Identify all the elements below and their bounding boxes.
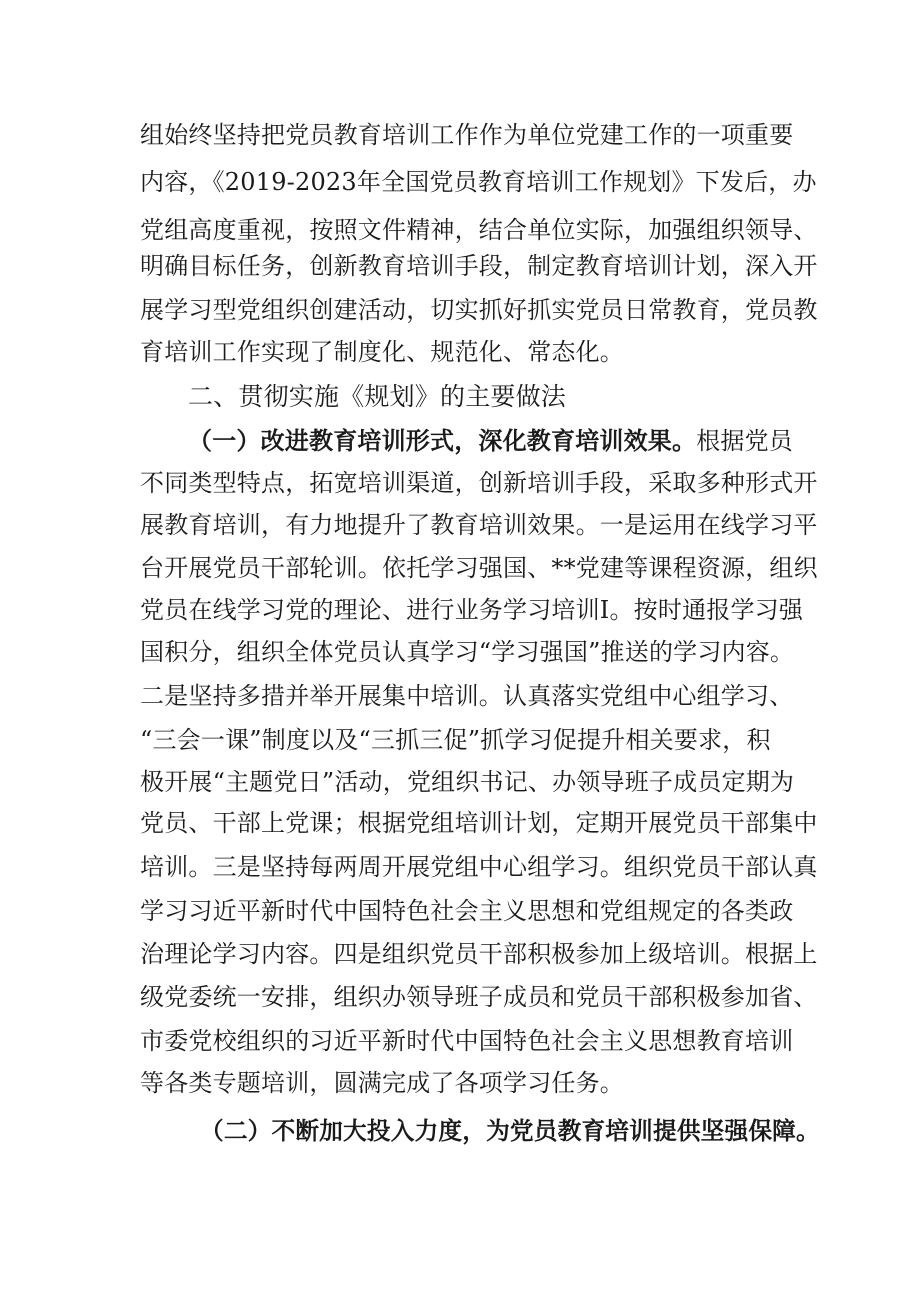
body-text-line: 学习习近平新时代中国特色社会主义思想和党组规定的各类政 <box>140 897 794 925</box>
body-text-line: 育培训工作实现了制度化、规范化、常态化。 <box>140 338 624 366</box>
body-text-line: 二是坚持多措并举开展集中培训。认真落实党组中心组学习、 <box>140 682 794 710</box>
subsection-1-text: 根据党员 <box>696 427 794 455</box>
body-text-line: 极开展“主题党日”活动，党组织书记、办领导班子成员定期为 <box>140 768 795 796</box>
body-text-line: “三会一课”制度以及“三抓三促”抓学习促提升相关要求，积 <box>140 726 771 754</box>
body-text-line: 组始终坚持把党员教育培训工作作为单位党建工作的一项重要 <box>140 121 794 149</box>
section-heading: 二、贯彻实施《规划》的主要做法 <box>188 382 567 411</box>
body-text-line: 培训。三是坚持每两周开展党组中心组学习。组织党员干部认真 <box>140 853 818 881</box>
body-text-line: 不同类型特点，拓宽培训渠道，创新培训手段，采取多种形式开 <box>140 469 818 497</box>
body-text-line: 党员在线学习党的理论、进行业务学习培训I。按时通报学习强 <box>140 596 804 624</box>
subsection-2-heading: （二）不断加大投入力度，为党员教育培训提供坚强保障。 <box>200 1117 820 1145</box>
body-text-line: 国积分，组织全体党员认真学习“学习强国”推送的学习内容。 <box>140 638 795 666</box>
body-text-line: 展学习型党组织创建活动，切实抓好抓实党员日常教育，党员教 <box>140 296 818 324</box>
body-text-line: 台开展党员干部轮训。依托学习强国、**党建等课程资源，组织 <box>140 554 818 582</box>
body-text-line: 级党委统一安排，组织办领导班子成员和党员干部积极参加省、 <box>140 983 818 1011</box>
subsection-1-line <box>188 421 793 461</box>
body-text-line: 党员、干部上党课；根据党组培训计划，定期开展党员干部集中 <box>140 809 818 837</box>
body-text-line: 市委党校组织的习近平新时代中国特色社会主义思想教育培训 <box>140 1027 794 1055</box>
body-text-line: 治理论学习内容。四是组织党员干部积极参加上级培训。根据上 <box>140 940 818 968</box>
body-text-line: 内容，《2019-2023年全国党员教育培训工作规划》下发后，办 <box>140 168 817 196</box>
body-text-line: 党组高度重视，按照文件精神，结合单位实际，加强组织领导、 <box>140 216 818 244</box>
subsection-1-heading: （一）改进教育培训形式，深化教育培训效果。 <box>188 426 697 455</box>
body-text-line: 展教育培训，有力地提升了教育培训效果。一是运用在线学习平 <box>140 511 818 539</box>
body-text-line: 等各类专题培训，圆满完成了各项学习任务。 <box>140 1069 624 1097</box>
body-text-line: 明确目标任务，创新教育培训手段，制定教育培训计划，深入开 <box>140 252 818 280</box>
